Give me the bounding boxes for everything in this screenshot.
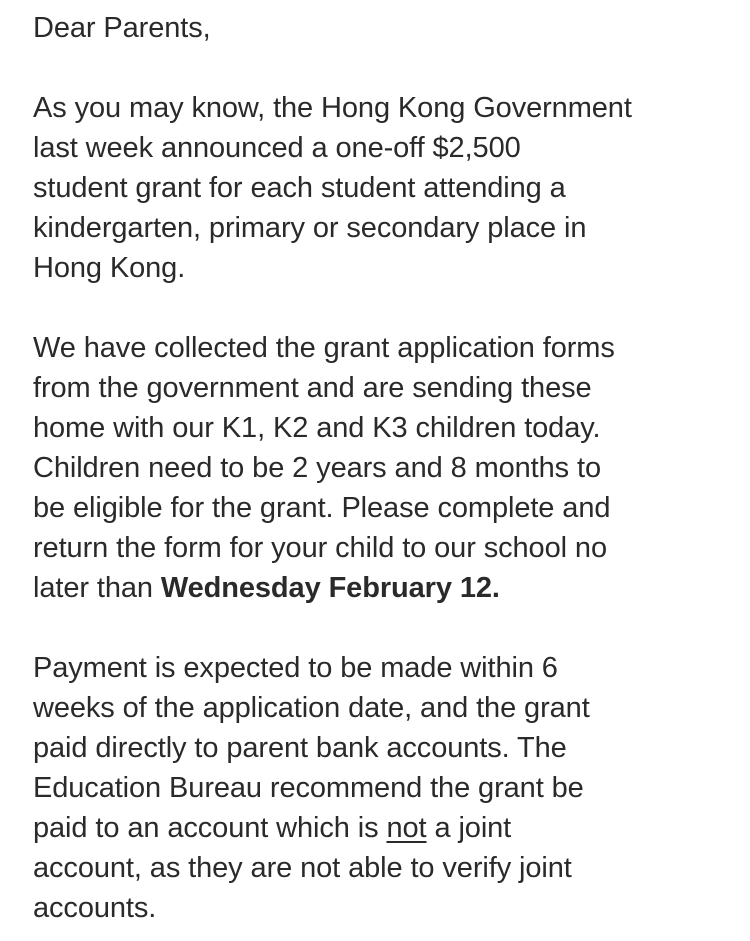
text-line xyxy=(33,568,733,608)
text-line: Children need to be 2 years and 8 months to xyxy=(33,452,602,484)
paragraph-spacer xyxy=(33,288,733,328)
text-line: be eligible for the grant. Please complete and xyxy=(33,492,611,524)
text-line: home with our K1, K2 and K3 children today. xyxy=(33,412,601,444)
text-line: return the form for your child to our school no xyxy=(33,532,607,564)
text-line: last week announced a one-off $2,500 xyxy=(33,132,521,164)
paragraph-spacer xyxy=(33,48,733,88)
deadline-date: Wednesday February 12. xyxy=(160,572,500,604)
paragraph-payment xyxy=(33,648,733,928)
text-line: student grant for each student attending a xyxy=(33,172,566,204)
paragraph-application-forms xyxy=(33,328,733,608)
text-line xyxy=(33,808,733,848)
text-line: from the government and are sending these xyxy=(33,372,592,404)
letter-body xyxy=(33,8,733,928)
salutation: Dear Parents, xyxy=(33,12,211,44)
text-line: Hong Kong. xyxy=(33,252,186,284)
emphasis-not: not xyxy=(386,812,427,844)
text-line: Payment is expected to be made within 6 xyxy=(33,652,558,684)
text-line: account, as they are not able to verify joint xyxy=(33,852,572,884)
deadline-prefix: later than xyxy=(33,572,161,604)
line-suffix: a joint xyxy=(426,812,512,844)
text-line: weeks of the application date, and the grant xyxy=(33,692,590,724)
paragraph-grant-announcement xyxy=(33,88,733,288)
text-line: We have collected the grant application forms xyxy=(33,332,615,364)
paragraph-spacer xyxy=(33,608,733,648)
line-prefix: paid to an account which is xyxy=(33,812,387,844)
text-line: Education Bureau recommend the grant be xyxy=(33,772,584,804)
text-line: As you may know, the Hong Kong Government xyxy=(33,92,632,124)
text-line: accounts. xyxy=(33,892,157,924)
text-line: kindergarten, primary or secondary place in xyxy=(33,212,587,244)
text-line: paid directly to parent bank accounts. The xyxy=(33,732,567,764)
